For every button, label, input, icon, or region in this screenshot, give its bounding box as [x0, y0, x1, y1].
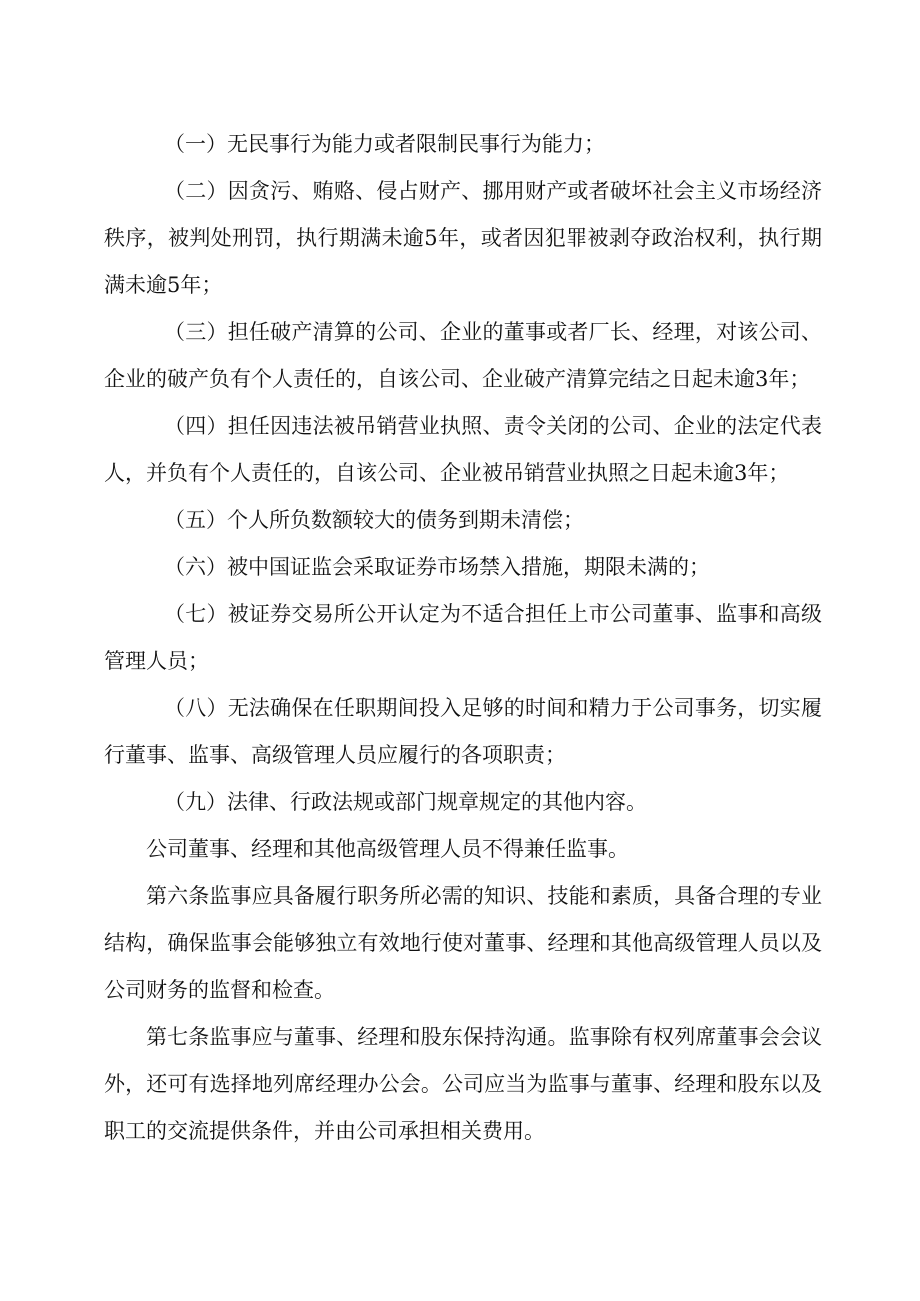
clause-item-1: （一）无民事行为能力或者限制民事行为能力；	[164, 132, 605, 156]
clause-item-5: （五）个人所负数额较大的债务到期未清偿；	[164, 508, 584, 532]
clause-item-2: （二）因贪污、贿赂、侵占财产、挪用财产或者破坏社会主义市场经济秩序，被判处刑罚，执行期满未逾5年，或者因犯罪被剥夺政治权利，执行期满未逾5年；	[104, 179, 822, 297]
clause-item-9: （九）法律、行政法规或部门规章规定的其他内容。	[164, 790, 647, 814]
clause-item-6: （六）被中国证监会采取证券市场禁入措施，期限未满的；	[164, 555, 710, 579]
paragraph-no-concurrent: 公司董事、经理和其他高级管理人员不得兼任监事。	[146, 837, 629, 861]
clause-item-4: （四）担任因违法被吊销营业执照、责令关闭的公司、企业的法定代表人，并负有个人责任的，自该公司、企业被吊销营业执照之日起未逾3年；	[104, 414, 822, 485]
article-6: 第六条监事应具备履行职务所必需的知识、技能和素质，具备合理的专业结构，确保监事会能够独立有效地行使对董事、经理和其他高级管理人员以及公司财务的监督和检查。	[104, 884, 822, 1002]
document-body	[104, 121, 822, 1155]
clause-item-3: （三）担任破产清算的公司、企业的董事或者厂长、经理，对该公司、企业的破产负有个人责任的，自该公司、企业破产清算完结之日起未逾3年；	[104, 320, 822, 391]
clause-item-7: （七）被证券交易所公开认定为不适合担任上市公司董事、监事和高级管理人员；	[104, 602, 822, 673]
article-7: 第七条监事应与董事、经理和股东保持沟通。监事除有权列席董事会会议外，还可有选择地列席经理办公会。公司应当为监事与董事、经理和股东以及职工的交流提供条件，并由公司承担相关费用。	[104, 1025, 822, 1143]
clause-item-8: （八）无法确保在任职期间投入足够的时间和精力于公司事务，切实履行董事、监事、高级管理人员应履行的各项职责；	[104, 696, 822, 767]
